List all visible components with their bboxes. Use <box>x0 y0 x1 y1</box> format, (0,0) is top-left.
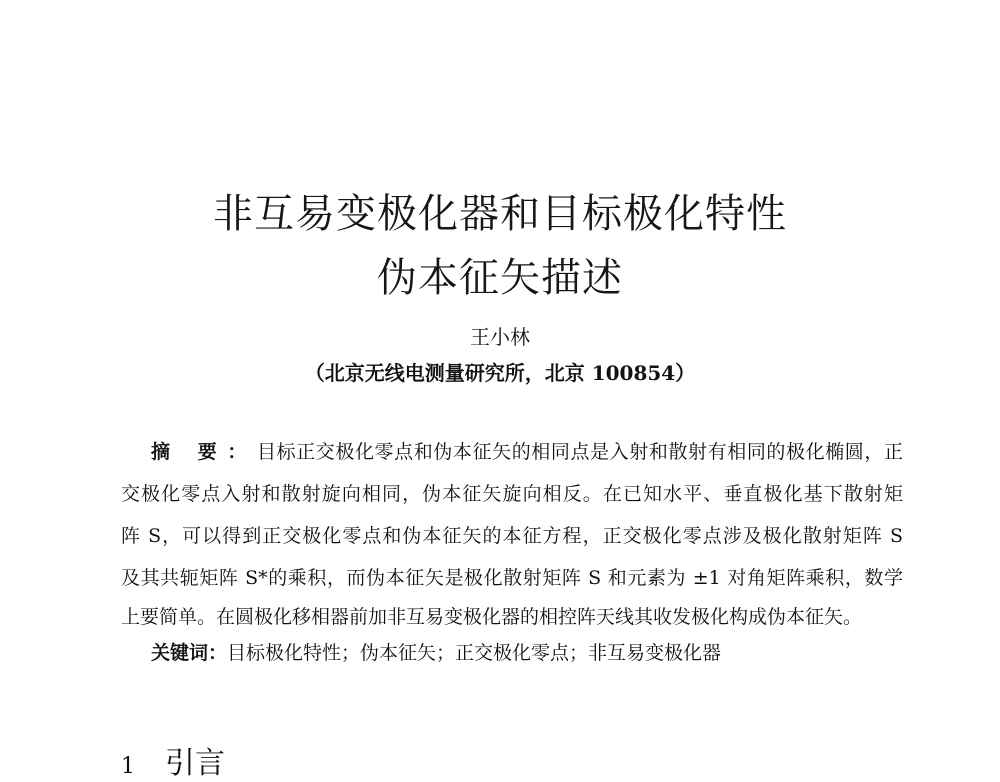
abstract-line-1 <box>151 437 903 467</box>
keywords-label: 关键词： <box>151 642 228 664</box>
abstract-line-4: 及其共轭矩阵 S*的乘积，而伪本征矢是极化散射矩阵 S 和元素为 ±1 对角矩阵乘积，数学 <box>121 567 903 589</box>
author-affiliation: （北京无线电测量研究所，北京 100854） <box>304 361 696 385</box>
section-title: 引言 <box>165 746 225 781</box>
paper-title-line-1: 非互易变极化器和目标极化特性 <box>213 191 787 237</box>
abstract-line-3: 阵 S，可以得到正交极化零点和伪本征矢的本征方程，正交极化零点涉及极化散射矩阵 S <box>121 525 903 547</box>
keywords-text: 目标极化特性；伪本征矢；正交极化零点；非互易变极化器 <box>227 642 722 664</box>
author-name: 王小林 <box>470 325 530 349</box>
abstract-label: 摘 要： <box>151 441 257 463</box>
abstract-line-5: 上要简单。在圆极化移相器前加非互易变极化器的相控阵天线其收发极化构成伪本征矢。 <box>121 606 863 628</box>
abstract-text-1: 目标正交极化零点和伪本征矢的相同点是入射和散射有相同的极化椭圆，正 <box>257 441 903 463</box>
abstract-line-2: 交极化零点入射和散射旋向相同，伪本征矢旋向相反。在已知水平、垂直极化基下散射矩 <box>121 483 903 505</box>
section-heading <box>121 738 225 782</box>
keywords <box>151 638 721 668</box>
section-number: 1 <box>121 754 135 779</box>
paper-title-line-2: 伪本征矢描述 <box>377 255 623 301</box>
